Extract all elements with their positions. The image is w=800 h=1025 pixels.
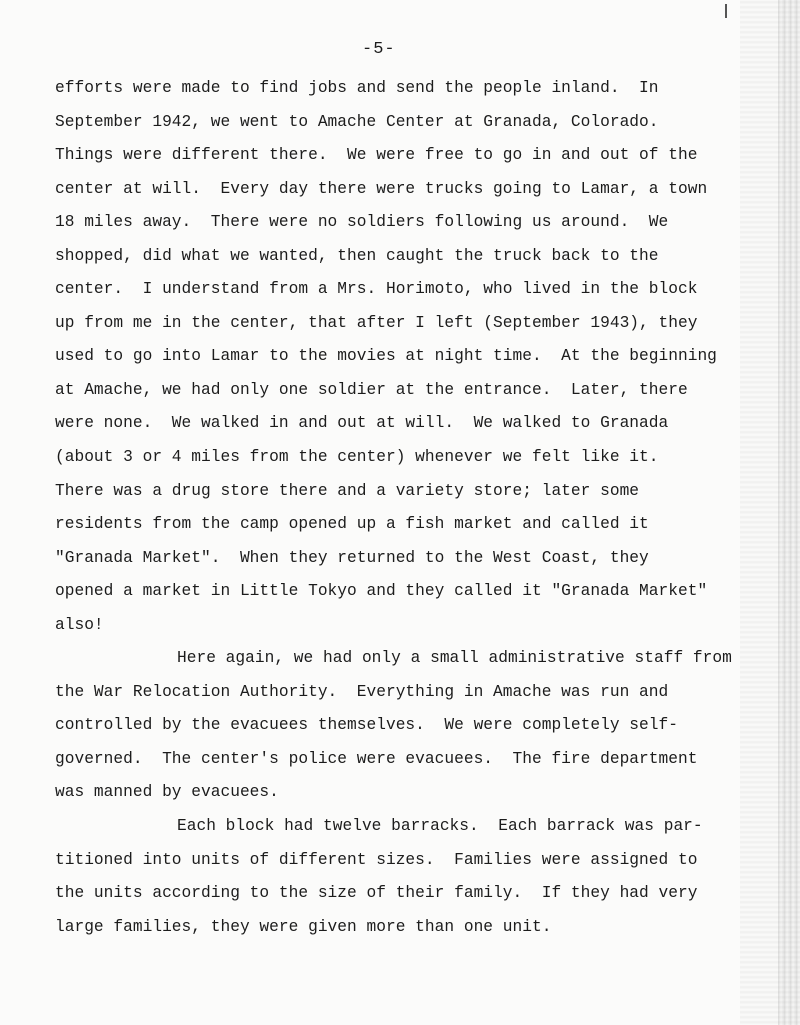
text-line: at Amache, we had only one soldier at the entrance. Later, there <box>55 380 688 399</box>
text-line: used to go into Lamar to the movies at night time. At the beginning <box>55 347 717 366</box>
scan-edge-grain <box>778 0 800 1025</box>
text-line: opened a market in Little Tokyo and they called it "Granada Market" <box>55 582 708 601</box>
text-line: up from me in the center, that after I left (September 1943), they <box>55 313 698 332</box>
paragraph-first-line: Each block had twelve barracks. Each barrack was par- <box>177 817 703 836</box>
page-number: -5- <box>362 40 396 59</box>
text-line: September 1942, we went to Amache Center at Granada, Colorado. <box>55 112 659 131</box>
text-line: titioned into units of different sizes. Families were assigned to <box>55 850 698 869</box>
text-line: "Granada Market". When they returned to the West Coast, they <box>55 548 649 567</box>
text-line: Things were different there. We were free to go in and out of the <box>55 146 698 165</box>
text-line: governed. The center's police were evacuees. The fire department <box>55 749 698 768</box>
paragraph-first-line: Here again, we had only a small administrative staff from <box>177 649 732 668</box>
body-text <box>55 76 765 948</box>
text-line: 18 miles away. There were no soldiers following us around. We <box>55 213 669 232</box>
text-line: shopped, did what we wanted, then caught the truck back to the <box>55 246 659 265</box>
text-line: center at will. Every day there were trucks going to Lamar, a town <box>55 179 708 198</box>
text-line: controlled by the evacuees themselves. We were completely self- <box>55 716 678 735</box>
text-line: the units according to the size of their family. If they had very <box>55 884 698 903</box>
text-line: efforts were made to find jobs and send the people inland. In <box>55 79 659 97</box>
text-line: were none. We walked in and out at will. We walked to Granada <box>55 414 669 433</box>
text-line: was manned by evacuees. <box>55 783 279 802</box>
text-line: residents from the camp opened up a fish market and called it <box>55 515 649 534</box>
text-line: center. I understand from a Mrs. Horimoto, who lived in the block <box>55 280 698 299</box>
scan-edge-mark <box>725 4 727 18</box>
text-line: large families, they were given more than one unit. <box>55 917 552 936</box>
text-line: There was a drug store there and a variety store; later some <box>55 481 640 500</box>
text-line: (about 3 or 4 miles from the center) whenever we felt like it. <box>55 448 659 467</box>
text-line: also! <box>55 615 104 634</box>
text-line: the War Relocation Authority. Everything in Amache was run and <box>55 682 669 701</box>
